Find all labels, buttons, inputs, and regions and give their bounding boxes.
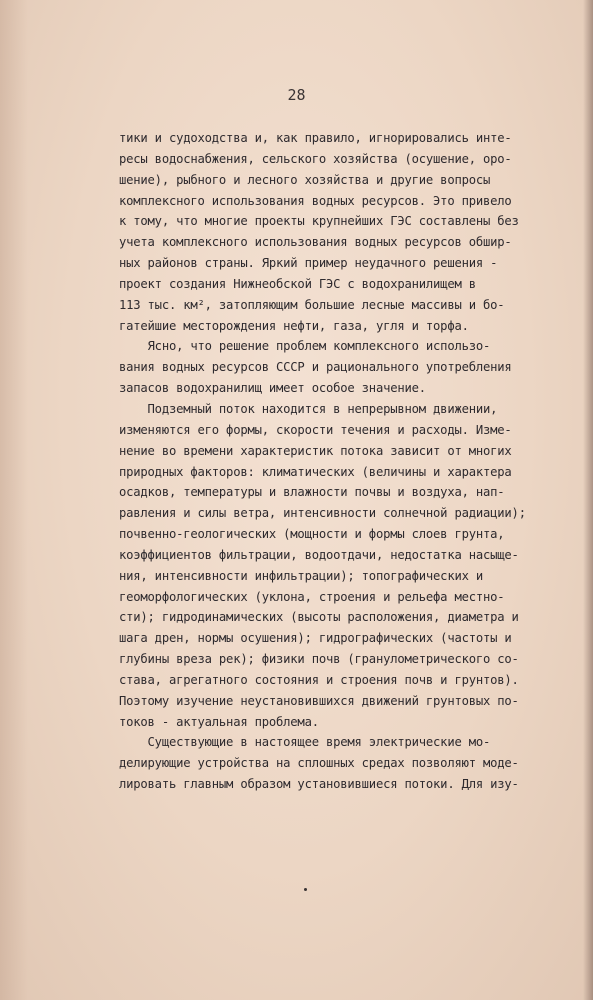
text-line: 113 тыс. км², затопляющим большие лесные массивы и бо- xyxy=(119,297,505,312)
text-line: Поэтому изучение неустановившихся движений грунтовых по- xyxy=(119,693,519,708)
text-line: комплексного использования водных ресурсов. Это привело xyxy=(119,193,512,208)
page-shadow-left xyxy=(0,0,28,1000)
text-line: почвенно-геологических (мощности и формы слоев грунта, xyxy=(119,527,505,542)
text-line: коэффициентов фильтрации, водоотдачи, недостатка насыще- xyxy=(119,547,519,562)
text-line: тики и судоходства и, как правило, игнорировались инте- xyxy=(119,131,512,145)
text-line: ных районов страны. Яркий пример неудачного решения - xyxy=(119,256,498,271)
text-line: лировать главным образом установившиеся потоки. Для изу- xyxy=(119,777,519,792)
text-line: ния, интенсивности инфильтрации); топографических и xyxy=(119,568,484,583)
page-shadow-right xyxy=(583,0,593,1000)
text-line: Ясно, что решение проблем комплексного использо- xyxy=(119,339,491,354)
text-line: осадков, температуры и влажности почвы и воздуха, нап- xyxy=(119,485,505,500)
text-line: сти); гидродинамических (высоты расположения, диаметра и xyxy=(119,610,519,625)
text-line: Подземный поток находится в непрерывном движении, xyxy=(119,401,498,416)
page-number: 28 xyxy=(287,86,306,104)
text-line: ресы водоснабжения, сельского хозяйства (осушение, оро- xyxy=(119,151,512,166)
text-line: учета комплексного использования водных ресурсов обшир- xyxy=(119,235,512,250)
text-line: вания водных ресурсов СССР и рационального употребления xyxy=(119,360,512,375)
text-line: к тому, что многие проекты крупнейших ГЭС составлены без xyxy=(119,214,519,229)
text-line: шение), рыбного и лесного хозяйства и другие вопросы xyxy=(119,172,491,187)
text-line: гатейшие месторождения нефти, газа, угля и торфа. xyxy=(119,318,469,333)
text-line: равления и силы ветра, интенсивности солнечной радиации); xyxy=(119,506,526,521)
text-line: глубины вреза рек); физики почв (гранулометрического со- xyxy=(119,652,519,667)
text-line: токов - актуальная проблема. xyxy=(119,714,319,729)
text-line: става, агрегатного состояния и строения почв и грунтов). xyxy=(119,672,519,687)
text-line: шага дрен, нормы осушения); гидрографических (частоты и xyxy=(119,631,512,646)
body-text xyxy=(119,128,579,795)
text-line: природных факторов: климатических (величины и характера xyxy=(119,464,512,479)
text-line: проект создания Нижнеобской ГЭС с водохранилищем в xyxy=(119,276,476,291)
text-line: изменяются его формы, скорости течения и расходы. Изме- xyxy=(119,422,512,437)
text-line: Существующие в настоящее время электрические мо- xyxy=(119,735,491,750)
text-line: геоморфологических (уклона, строения и рельефа местно- xyxy=(119,589,505,604)
ink-dot xyxy=(304,888,307,891)
text-line: запасов водохранилищ имеет особое значение. xyxy=(119,381,426,396)
text-line: нение во времени характеристик потока зависит от многих xyxy=(119,443,512,458)
text-line: делирующие устройства на сплошных средах позволяют моде- xyxy=(119,756,519,771)
